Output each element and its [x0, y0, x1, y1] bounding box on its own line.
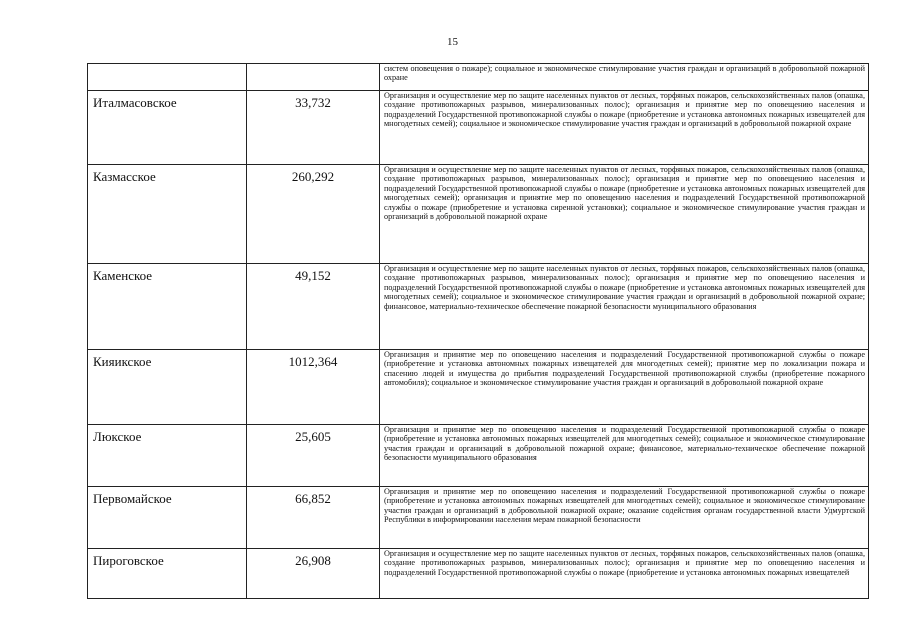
table-row: [88, 487, 869, 549]
measures-description: Организация и осуществление мер по защите населенных пунктов от лесных, торфяных пожаров, сельскохозяйственных палов (опашка, создание противопожарных разрывов, минерализованных полос); организация и принятие мер по оповещению населения и подразделений Государственной противопожарной службы о пожаре (приобретение и установка автономных пожарных извещателей для многодетных семей); организация и принятие мер по оповещению населения и подразделений Государственной противопожарной службы о пожаре (приобретение и установка сиренной установки); социальное и экономическое стимулирование участия граждан и организаций в добровольной пожарной охране: [380, 165, 869, 264]
measures-description: Организация и принятие мер по оповещению населения и подразделений Государственной противопожарной службы о пожаре (приобретение и установка автономных пожарных извещателей для многодетных семей); социальное и экономическое стимулирование участия граждан и организаций в добровольной пожарной охране; оказание содействия органам государственной власти Удмуртской Республики в информировании населения мерам пожарной безопасности: [380, 487, 869, 549]
amount-value: 26,908: [247, 549, 380, 599]
table-row: [88, 350, 869, 425]
table-row: [88, 64, 869, 91]
measures-description: систем оповещения о пожаре); социальное и экономическое стимулирование участия граждан и организаций в добровольной пожарной охране: [380, 64, 869, 91]
settlement-name: Пироговское: [88, 549, 247, 599]
amount-value: 49,152: [247, 264, 380, 350]
table-row: [88, 425, 869, 487]
settlement-name: Каменское: [88, 264, 247, 350]
table-row: [88, 549, 869, 599]
measures-description: Организация и осуществление мер по защите населенных пунктов от лесных, торфяных пожаров, сельскохозяйственных палов (опашка, создание противопожарных разрывов, минерализованных полос); организация и принятие мер по оповещению населения и подразделений Государственной противопожарной службы о пожаре (приобретение и установка автономных пожарных извещателей для многодетных семей); социальное и экономическое стимулирование участия граждан и организаций в добровольной пожарной охране: [380, 91, 869, 165]
table-row: [88, 91, 869, 165]
amount-value: 66,852: [247, 487, 380, 549]
settlement-name: [88, 64, 247, 91]
amount-value: [247, 64, 380, 91]
measures-description: Организация и осуществление мер по защите населенных пунктов от лесных, торфяных пожаров, сельскохозяйственных палов (опашка, создание противопожарных разрывов, минерализованных полос); организация и принятие мер по оповещению населения и подразделений Государственной противопожарной службы о пожаре (приобретение и установка автономных пожарных извещателей: [380, 549, 869, 599]
amount-value: 260,292: [247, 165, 380, 264]
amount-value: 25,605: [247, 425, 380, 487]
settlement-name: Казмасское: [88, 165, 247, 264]
table-row: [88, 264, 869, 350]
settlement-name: Первомайское: [88, 487, 247, 549]
page-number: 15: [447, 36, 458, 48]
table-row: [88, 165, 869, 264]
settlement-name: Кияикское: [88, 350, 247, 425]
measures-description: Организация и принятие мер по оповещению населения и подразделений Государственной противопожарной службы о пожаре (приобретение и установка автономных пожарных извещателей для многодетных семей); принятие мер по локализации пожара и спасению людей и имущества до прибытия подразделений Государственной противопожарной службы (приобретение пожарного автомобиля); социальное и экономическое стимулирование участия граждан и организаций в добровольной пожарной охране: [380, 350, 869, 425]
measures-description: Организация и принятие мер по оповещению населения и подразделений Государственной противопожарной службы о пожаре (приобретение и установка автономных пожарных извещателей для многодетных семей); социальное и экономическое стимулирование участия граждан и организаций в добровольной пожарной охране; финансовое, материально-техническое обеспечение пожарной безопасности муниципального образования: [380, 425, 869, 487]
settlement-name: Италмасовское: [88, 91, 247, 165]
amount-value: 1012,364: [247, 350, 380, 425]
measures-description: Организация и осуществление мер по защите населенных пунктов от лесных, торфяных пожаров, сельскохозяйственных палов (опашка, создание противопожарных разрывов, минерализованных полос); организация и принятие мер по оповещению населения и подразделений Государственной противопожарной службы о пожаре (приобретение и установка автономных пожарных извещателей для многодетных семей); социальное и экономическое стимулирование участия граждан и организаций в добровольной пожарной охране; финансовое, материально-техническое обеспечение пожарной безопасности муниципального образования: [380, 264, 869, 350]
amount-value: 33,732: [247, 91, 380, 165]
settlement-name: Люкское: [88, 425, 247, 487]
allocation-table: [87, 63, 869, 599]
